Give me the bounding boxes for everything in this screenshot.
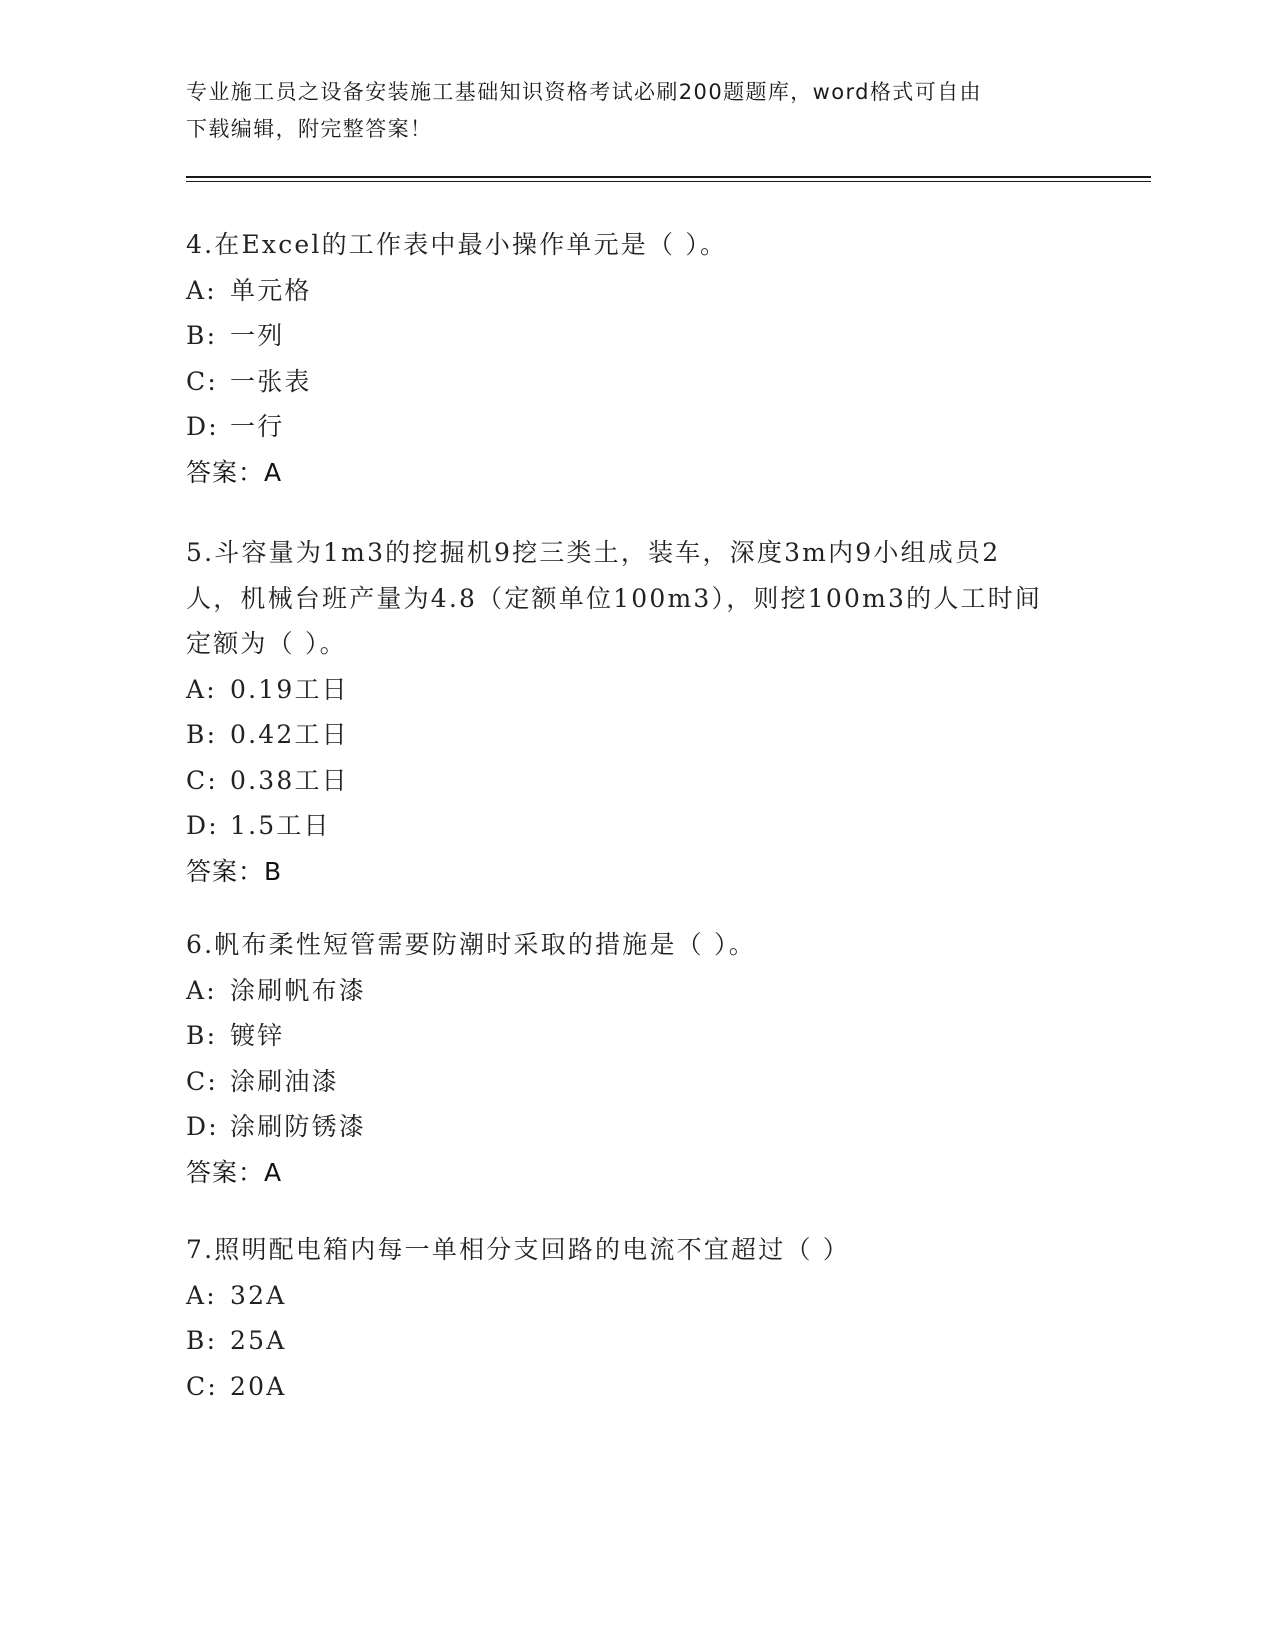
- option-key: C:: [186, 1371, 218, 1401]
- document-header: [186, 74, 1066, 148]
- answer-line: 答案：A: [186, 457, 283, 487]
- question-stem: 4.在Excel的工作表中最小操作单元是（ ）。: [186, 230, 728, 259]
- option-text: 一张表: [230, 366, 312, 396]
- option-text: 涂刷帆布漆: [230, 975, 367, 1005]
- question-7: [186, 1227, 1086, 1409]
- answer-line: 答案：A: [186, 1157, 283, 1187]
- question-stem-line-1: 5.斗容量为1m3的挖掘机9挖三类土，装车，深度3m内9小组成员2: [186, 538, 1001, 567]
- option-text: 镀锌: [230, 1021, 285, 1050]
- option-key: A:: [186, 674, 217, 704]
- option-key: D:: [186, 412, 219, 441]
- option-key: A:: [186, 275, 217, 305]
- option-text: 0.42工日: [230, 720, 349, 749]
- option-a: [186, 667, 1086, 713]
- option-d: [186, 404, 1086, 450]
- option-c: [186, 1364, 1086, 1410]
- option-text: 32A: [230, 1280, 287, 1310]
- option-b: [186, 712, 1086, 758]
- option-text: 涂刷防锈漆: [230, 1112, 367, 1141]
- option-key: C:: [186, 366, 218, 396]
- option-key: C:: [186, 765, 218, 795]
- option-text: 0.38工日: [230, 765, 349, 795]
- option-c: [186, 1059, 1086, 1105]
- answer-line: 答案：B: [186, 856, 283, 886]
- option-key: D:: [186, 811, 219, 840]
- option-key: B:: [186, 720, 218, 749]
- option-b: [186, 1013, 1086, 1059]
- question-stem-line-2: 人，机械台班产量为4.8（定额单位100m3），则挖100m3的人工时间: [186, 583, 1043, 613]
- question-5: [186, 530, 1086, 894]
- option-text: 1.5工日: [230, 811, 331, 840]
- option-key: B:: [186, 1326, 218, 1355]
- option-text: 25A: [230, 1326, 287, 1355]
- option-key: B:: [186, 321, 218, 350]
- option-text: 一行: [230, 412, 285, 441]
- option-a: [186, 968, 1086, 1014]
- header-line-1: 专业施工员之设备安装施工基础知识资格考试必刷200题题库，word格式可自由: [186, 80, 982, 104]
- option-b: [186, 1318, 1086, 1364]
- option-text: 0.19工日: [230, 674, 349, 704]
- option-c: [186, 758, 1086, 804]
- header-line-2: 下载编辑，附完整答案！: [186, 117, 433, 141]
- option-key: A:: [186, 975, 217, 1005]
- option-text: 20A: [230, 1371, 287, 1401]
- header-divider-thick: [186, 176, 1151, 178]
- option-d: [186, 803, 1086, 849]
- question-4: [186, 222, 1086, 495]
- option-key: C:: [186, 1066, 218, 1096]
- option-a: [186, 268, 1086, 314]
- option-d: [186, 1104, 1086, 1150]
- question-stem: 6.帆布柔性短管需要防潮时采取的措施是（ ）。: [186, 930, 756, 959]
- question-stem: 7.照明配电箱内每一单相分支回路的电流不宜超过（ ）: [186, 1235, 851, 1264]
- option-key: B:: [186, 1021, 218, 1050]
- question-6: [186, 922, 1086, 1195]
- option-key: D:: [186, 1112, 219, 1141]
- option-b: [186, 313, 1086, 359]
- option-key: A:: [186, 1280, 217, 1310]
- header-divider-thin: [186, 181, 1151, 182]
- option-c: [186, 359, 1086, 405]
- question-stem-line-3: 定额为（ ）。: [186, 629, 347, 658]
- option-text: 一列: [230, 321, 285, 350]
- option-text: 涂刷油漆: [230, 1066, 339, 1096]
- option-text: 单元格: [230, 275, 312, 305]
- option-a: [186, 1273, 1086, 1319]
